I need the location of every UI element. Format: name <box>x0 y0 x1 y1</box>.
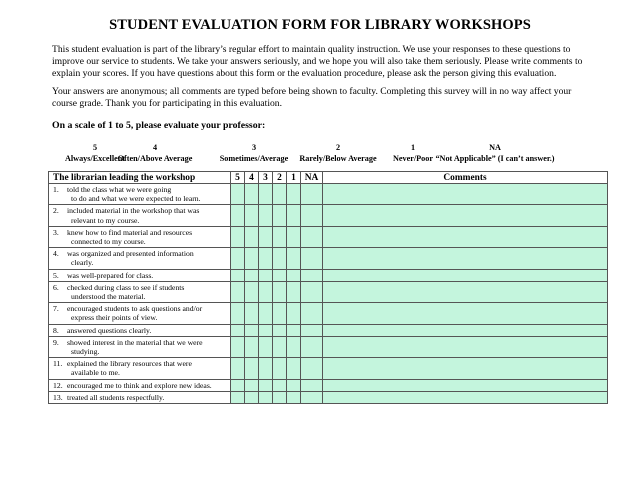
table-row <box>49 358 608 379</box>
rating-cell-1[interactable] <box>287 184 301 205</box>
scale-item-4 <box>100 143 210 164</box>
rating-cell-3[interactable] <box>259 205 273 226</box>
question-text-cont: to do and what we were expected to learn. <box>71 194 201 204</box>
rating-cell-5[interactable] <box>231 391 245 403</box>
question-text: included material in the workshop that was <box>67 206 200 216</box>
rating-cell-5[interactable] <box>231 269 245 281</box>
question-text: answered questions clearly. <box>67 325 152 335</box>
comments-cell[interactable] <box>323 248 608 269</box>
question-number: 3. <box>53 227 59 237</box>
rating-cell-3[interactable] <box>259 281 273 302</box>
scale-value: 3 <box>251 143 257 152</box>
comments-cell[interactable] <box>323 281 608 302</box>
question-column-header: The librarian leading the workshop <box>49 172 231 184</box>
comments-cell[interactable] <box>323 324 608 336</box>
rating-cell-3[interactable] <box>259 184 273 205</box>
rating-column-header: 3 <box>259 172 273 184</box>
rating-cell-na[interactable] <box>301 324 323 336</box>
rating-cell-na[interactable] <box>301 226 323 247</box>
scale-value: 5 <box>92 143 98 152</box>
rating-cell-1[interactable] <box>287 205 301 226</box>
question-cell <box>49 336 231 357</box>
rating-cell-3[interactable] <box>259 379 273 391</box>
rating-cell-2[interactable] <box>273 281 287 302</box>
comments-cell[interactable] <box>323 303 608 324</box>
question-number: 12. <box>53 380 63 390</box>
rating-cell-4[interactable] <box>245 358 259 379</box>
rating-cell-5[interactable] <box>231 324 245 336</box>
question-cell <box>49 226 231 247</box>
form-title: STUDENT EVALUATION FORM FOR LIBRARY WORKSHOPS <box>109 17 531 33</box>
question-text: showed interest in the material that we were <box>67 337 203 347</box>
table-row <box>49 281 608 302</box>
comments-cell[interactable] <box>323 379 608 391</box>
rating-cell-2[interactable] <box>273 248 287 269</box>
question-number: 2. <box>53 206 59 216</box>
rating-cell-4[interactable] <box>245 184 259 205</box>
rating-cell-na[interactable] <box>301 269 323 281</box>
question-number: 4. <box>53 249 59 259</box>
question-text-cont: express their points of view. <box>71 313 158 323</box>
rating-column-header: NA <box>301 172 323 184</box>
table-row <box>49 391 608 403</box>
rating-cell-1[interactable] <box>287 248 301 269</box>
table-row <box>49 184 608 205</box>
comments-cell[interactable] <box>323 226 608 247</box>
rating-cell-na[interactable] <box>301 184 323 205</box>
comments-cell[interactable] <box>323 184 608 205</box>
scale-value: 1 <box>410 143 416 152</box>
rating-cell-3[interactable] <box>259 226 273 247</box>
rating-cell-1[interactable] <box>287 281 301 302</box>
rating-cell-1[interactable] <box>287 336 301 357</box>
rating-cell-1[interactable] <box>287 303 301 324</box>
rating-cell-2[interactable] <box>273 391 287 403</box>
question-cell <box>49 269 231 281</box>
table-row <box>49 269 608 281</box>
rating-cell-5[interactable] <box>231 303 245 324</box>
rating-column-header: 2 <box>273 172 287 184</box>
question-number: 6. <box>53 282 59 292</box>
rating-cell-5[interactable] <box>231 184 245 205</box>
question-text: encouraged me to think and explore new ideas. <box>67 380 212 390</box>
rating-cell-4[interactable] <box>245 324 259 336</box>
anonymity-paragraph: Your answers are anonymous; all comments are typed before being shown to faculty. Completing this survey will in no way affect your course grade. Thank you for participating in this evaluation. <box>52 86 572 110</box>
question-number: 7. <box>53 304 59 314</box>
comments-cell[interactable] <box>323 391 608 403</box>
question-cell <box>49 248 231 269</box>
scale-item-na <box>430 143 560 164</box>
scale-value: NA <box>489 143 501 152</box>
table-row <box>49 248 608 269</box>
rating-cell-4[interactable] <box>245 205 259 226</box>
rating-cell-4[interactable] <box>245 379 259 391</box>
rating-cell-5[interactable] <box>231 358 245 379</box>
table-header-row <box>49 172 608 184</box>
rating-cell-2[interactable] <box>273 358 287 379</box>
question-text-cont: connected to my course. <box>71 237 146 247</box>
scale-label: Often/Above Average <box>117 153 193 163</box>
comments-cell[interactable] <box>323 336 608 357</box>
rating-cell-3[interactable] <box>259 324 273 336</box>
question-text: was organized and presented information <box>67 249 194 259</box>
evaluation-table <box>48 171 608 404</box>
rating-cell-1[interactable] <box>287 358 301 379</box>
rating-cell-2[interactable] <box>273 205 287 226</box>
question-cell <box>49 358 231 379</box>
question-text: encouraged students to ask questions and/or <box>67 304 203 314</box>
scale-value: 2 <box>335 143 341 152</box>
rating-cell-4[interactable] <box>245 248 259 269</box>
rating-cell-na[interactable] <box>301 281 323 302</box>
question-text-cont: available to me. <box>71 368 120 378</box>
rating-cell-1[interactable] <box>287 324 301 336</box>
rating-cell-na[interactable] <box>301 303 323 324</box>
rating-cell-5[interactable] <box>231 205 245 226</box>
question-number: 8. <box>53 325 59 335</box>
scale-label: Never/Poor <box>392 153 433 163</box>
question-number: 9. <box>53 337 59 347</box>
rating-cell-3[interactable] <box>259 303 273 324</box>
scale-label: Always/Excellent <box>64 153 126 163</box>
rating-column-header: 4 <box>245 172 259 184</box>
rating-cell-4[interactable] <box>245 391 259 403</box>
rating-cell-na[interactable] <box>301 391 323 403</box>
rating-cell-5[interactable] <box>231 281 245 302</box>
rating-cell-na[interactable] <box>301 379 323 391</box>
table-row <box>49 205 608 226</box>
rating-cell-5[interactable] <box>231 226 245 247</box>
question-cell <box>49 324 231 336</box>
question-number: 13. <box>53 392 63 402</box>
question-cell <box>49 391 231 403</box>
scale-label: “Not Applicable” (I can’t answer.) <box>435 153 555 163</box>
comments-cell[interactable] <box>323 205 608 226</box>
question-text: was well-prepared for class. <box>67 270 154 280</box>
rating-cell-1[interactable] <box>287 391 301 403</box>
question-number: 5. <box>53 270 59 280</box>
rating-cell-1[interactable] <box>287 269 301 281</box>
rating-cell-2[interactable] <box>273 336 287 357</box>
rating-cell-4[interactable] <box>245 281 259 302</box>
rating-cell-1[interactable] <box>287 379 301 391</box>
rating-cell-2[interactable] <box>273 379 287 391</box>
rating-cell-3[interactable] <box>259 336 273 357</box>
table-row <box>49 303 608 324</box>
scale-value: 4 <box>152 143 158 152</box>
rating-cell-3[interactable] <box>259 248 273 269</box>
rating-cell-4[interactable] <box>245 226 259 247</box>
question-cell <box>49 281 231 302</box>
question-text: told the class what we were going <box>67 185 172 194</box>
rating-cell-4[interactable] <box>245 269 259 281</box>
question-text-cont: studying. <box>71 347 100 357</box>
rating-column-header: 5 <box>231 172 245 184</box>
table-row <box>49 379 608 391</box>
rating-cell-na[interactable] <box>301 358 323 379</box>
table-row <box>49 226 608 247</box>
question-text-cont: clearly. <box>71 258 94 268</box>
question-text-cont: understood the material. <box>71 292 146 302</box>
question-cell <box>49 303 231 324</box>
rating-cell-2[interactable] <box>273 303 287 324</box>
comments-column-header: Comments <box>323 172 608 184</box>
rating-cell-na[interactable] <box>301 205 323 226</box>
question-cell <box>49 379 231 391</box>
question-number: 1. <box>53 185 59 194</box>
rating-cell-2[interactable] <box>273 184 287 205</box>
rating-column-header: 1 <box>287 172 301 184</box>
intro-paragraph: This student evaluation is part of the library’s regular effort to maintain quality instruction. We use your responses to these questions to improve our service to students. We take your answers seriously, and we hope you will also take them seriously. Please write comments to explain your scores. If you have questions about this form or the evaluation procedure, please ask the person giving this evaluation. <box>52 44 583 80</box>
rating-cell-na[interactable] <box>301 336 323 357</box>
rating-cell-5[interactable] <box>231 379 245 391</box>
question-cell <box>49 205 231 226</box>
scale-heading: On a scale of 1 to 5, please evaluate your professor: <box>52 120 266 131</box>
question-number: 11. <box>53 359 63 369</box>
rating-cell-4[interactable] <box>245 303 259 324</box>
rating-cell-3[interactable] <box>259 391 273 403</box>
question-cell <box>49 184 231 205</box>
comments-cell[interactable] <box>323 358 608 379</box>
rating-cell-na[interactable] <box>301 248 323 269</box>
rating-cell-2[interactable] <box>273 324 287 336</box>
evaluation-table-body <box>49 184 608 404</box>
rating-cell-5[interactable] <box>231 336 245 357</box>
table-row <box>49 336 608 357</box>
question-text: treated all students respectfully. <box>67 392 165 402</box>
scale-label: Sometimes/Average <box>219 153 289 163</box>
rating-cell-2[interactable] <box>273 269 287 281</box>
question-text: checked during class to see if students <box>67 282 185 292</box>
comments-cell[interactable] <box>323 269 608 281</box>
rating-cell-3[interactable] <box>259 269 273 281</box>
table-row <box>49 324 608 336</box>
scale-label: Rarely/Below Average <box>299 153 377 163</box>
scale-item-2 <box>286 143 390 164</box>
question-text: knew how to find material and resources <box>67 227 193 237</box>
question-text: explained the library resources that were <box>67 359 192 369</box>
rating-cell-3[interactable] <box>259 358 273 379</box>
rating-cell-2[interactable] <box>273 226 287 247</box>
rating-cell-4[interactable] <box>245 336 259 357</box>
rating-cell-5[interactable] <box>231 248 245 269</box>
question-text-cont: relevant to my course. <box>71 215 140 225</box>
rating-cell-1[interactable] <box>287 226 301 247</box>
